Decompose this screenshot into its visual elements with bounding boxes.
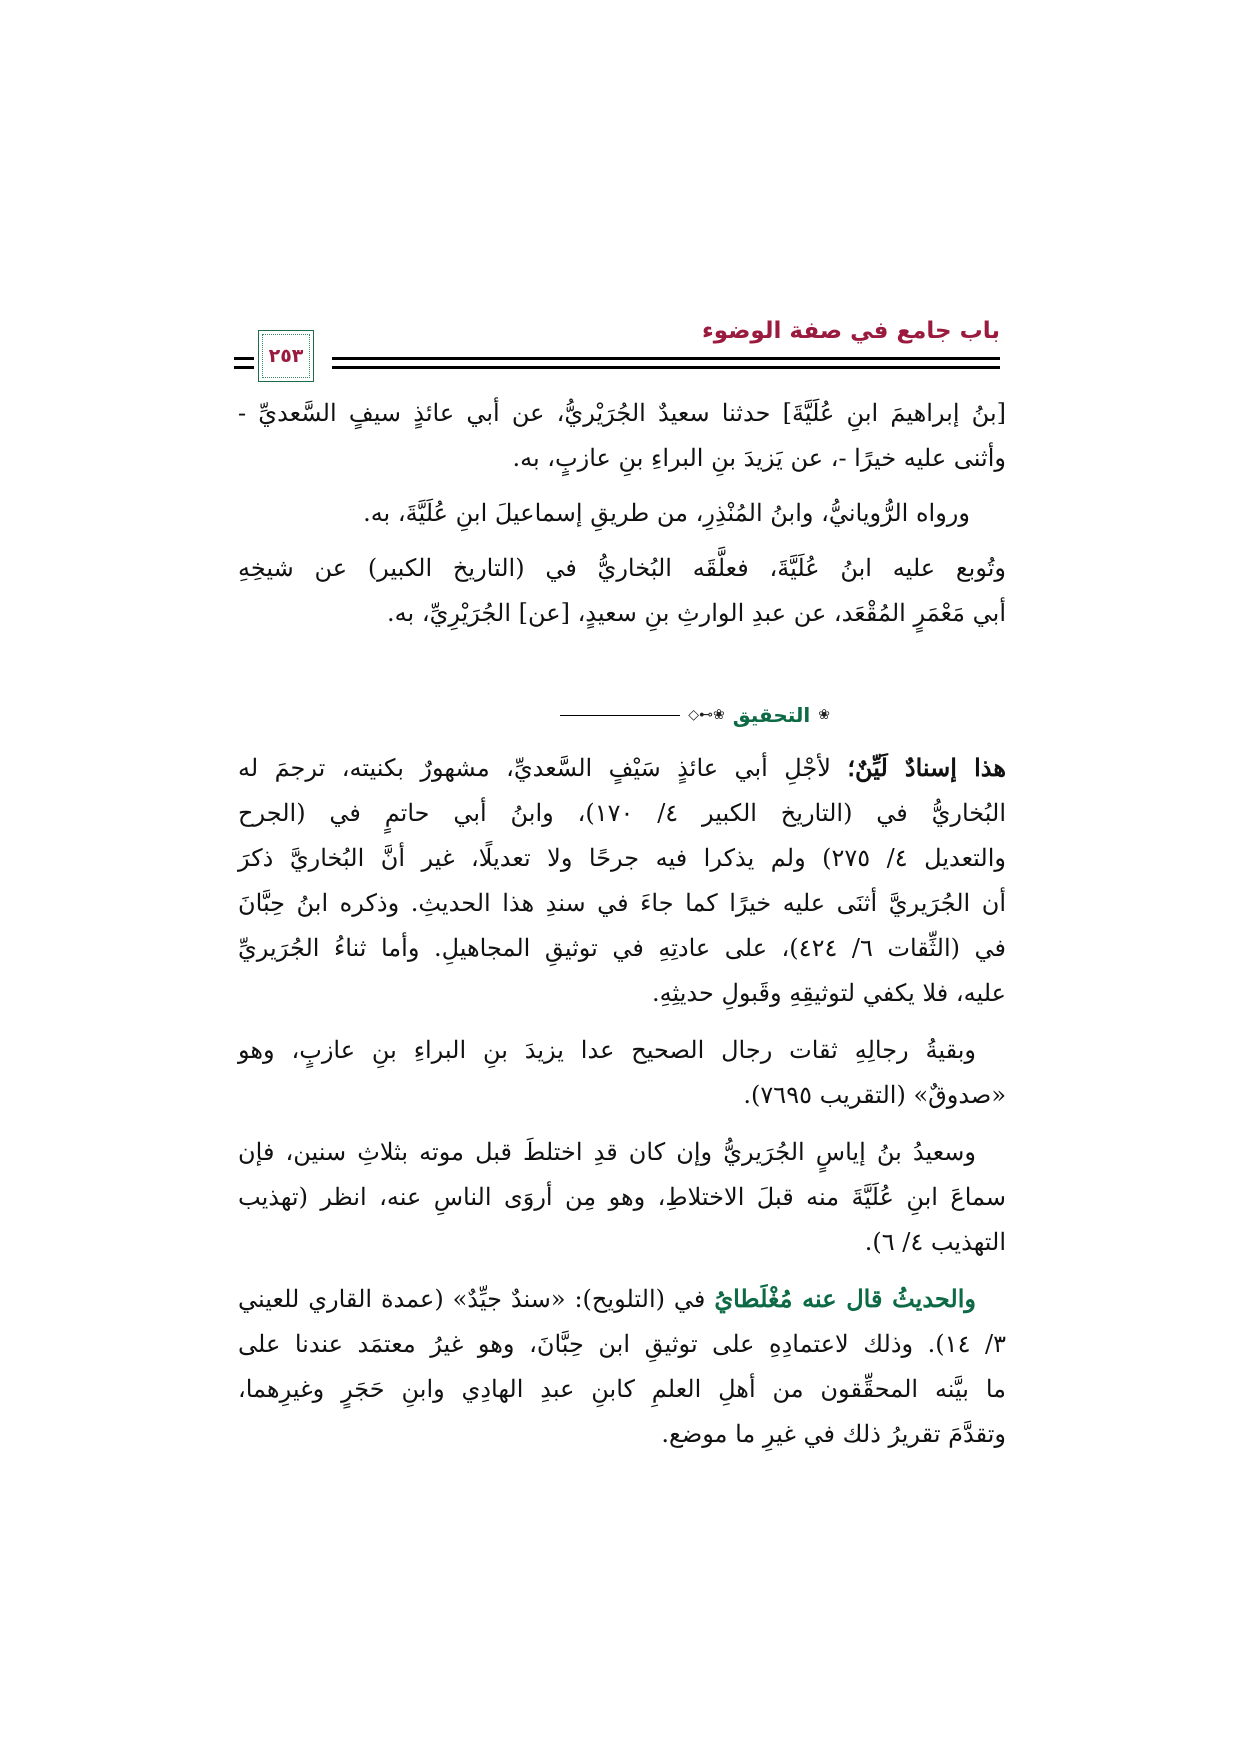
text-line: وبقيةُ رجالِهِ ثقات رجال الصحيح عدا يزيدَ بنِ البراءِ بنِ عازبٍ، وهو xyxy=(238,1036,976,1064)
text-line: سماعَ ابنِ عُلَيَّةَ منه قبلَ الاختلاطِ، وهو مِن أروَى الناسِ عنه، انظر (تهذيب xyxy=(238,1183,1006,1211)
text-line: ورواه الرُّويانيُّ، وابنُ المُنْذِرِ، من طريقِ إسماعيلَ ابنِ عُلَيَّةَ، به. xyxy=(363,499,970,527)
text-span: لأجْلِ أبي عائذٍ سَيْفٍ السَّعديِّ، مشهورٌ بكنيته، ترجمَ له xyxy=(238,754,831,782)
ornament-icon: ❀⊶◇ xyxy=(688,707,725,723)
text-line: في (الثِّقات ٦/ ٤٢٤)، على عادتِهِ في توثيقِ المجاهيلِ. وأما ثناءُ الجُرَيريِّ xyxy=(238,934,1007,962)
text-line: [بنُ إبراهيمَ ابنِ عُلَيَّةَ] حدثنا سعيدٌ الجُرَيْريُّ، عن أبي عائذٍ سيفٍ السَّعديِّ - xyxy=(238,399,1006,427)
chapter-title: باب جامع في صفة الوضوء xyxy=(702,318,1000,344)
text-line: التهذيب ٤/ ٦). xyxy=(864,1228,1006,1256)
paragraph-first-line xyxy=(238,1279,976,1319)
text-line: وأثنى عليه خيرًا -، عن يَزيدَ بنِ البراءِ بنِ عازبٍ، به. xyxy=(512,444,1006,472)
text-span: في (التلويح): «سندٌ جيِّدٌ» (عمدة القاري للعيني xyxy=(238,1285,706,1313)
text-line: «صدوقٌ» (التقريب ٧٦٩٥). xyxy=(743,1081,1006,1109)
emphasis-text: والحديثُ قال عنه مُغْلَطايُ xyxy=(714,1284,976,1313)
text-line: ٣/ ١٤). وذلك لاعتمادِهِ على توثيقِ ابن حِبَّانَ، وهو غيرُ معتمَد عندنا على xyxy=(238,1330,1006,1358)
text-line: أن الجُرَيريَّ أثنَى عليه خيرًا كما جاءَ في سندِ هذا الحديثِ. وذكره ابنُ حِبَّانَ xyxy=(238,889,1006,917)
text-line: ما بيَّنه المحقِّقون من أهلِ العلمِ كابنِ عبدِ الهادِي وابنِ حَجَرٍ وغيرِهما، xyxy=(238,1375,1006,1403)
text-line: عليه، فلا يكفي لتوثيقِهِ وقَبولِ حديثِهِ. xyxy=(651,979,1006,1007)
paragraph-first-line xyxy=(238,748,1006,788)
header-rule xyxy=(332,357,1000,360)
ornament-icon: ❀ xyxy=(818,707,830,723)
text-line: أبي مَعْمَرٍ المُقْعَد، عن عبدِ الوارثِ بنِ سعيدٍ، [عن] الجُرَيْرِيِّ، به. xyxy=(387,599,1006,627)
text-line: وتقدَّمَ تقريرُ ذلك في غيرِ ما موضع. xyxy=(661,1420,1006,1448)
section-divider xyxy=(560,700,830,730)
divider-line xyxy=(560,715,680,716)
section-label: التحقيق xyxy=(732,703,811,727)
header-rule xyxy=(234,366,254,369)
header-rule xyxy=(234,357,254,360)
text-line: وسعيدُ بنُ إياسٍ الجُرَيريُّ وإن كان قدِ اختلطَ قبل موته بثلاثِ سنين، فإن xyxy=(238,1138,976,1166)
text-line: والتعديل ٤/ ٢٧٥) ولم يذكرا فيه جرحًا ولا تعديلًا، غير أنَّ البُخاريَّ ذكرَ xyxy=(238,844,1006,872)
page-number: ٢٥٣ xyxy=(268,345,304,367)
text-line: البُخاريُّ في (التاريخ الكبير ٤/ ١٧٠)، وابنُ أبي حاتمٍ في (الجرح xyxy=(238,799,1006,827)
header-rule xyxy=(332,366,1000,369)
text-line: وتُوبع عليه ابنُ عُلَيَّةَ، فعلَّقَه البُخاريُّ في (التاريخ الكبير) عن شيخِهِ xyxy=(238,554,1006,582)
page-number-frame xyxy=(258,330,314,382)
emphasis-text: هذا إسنادٌ لَيِّنٌ؛ xyxy=(847,753,1006,782)
